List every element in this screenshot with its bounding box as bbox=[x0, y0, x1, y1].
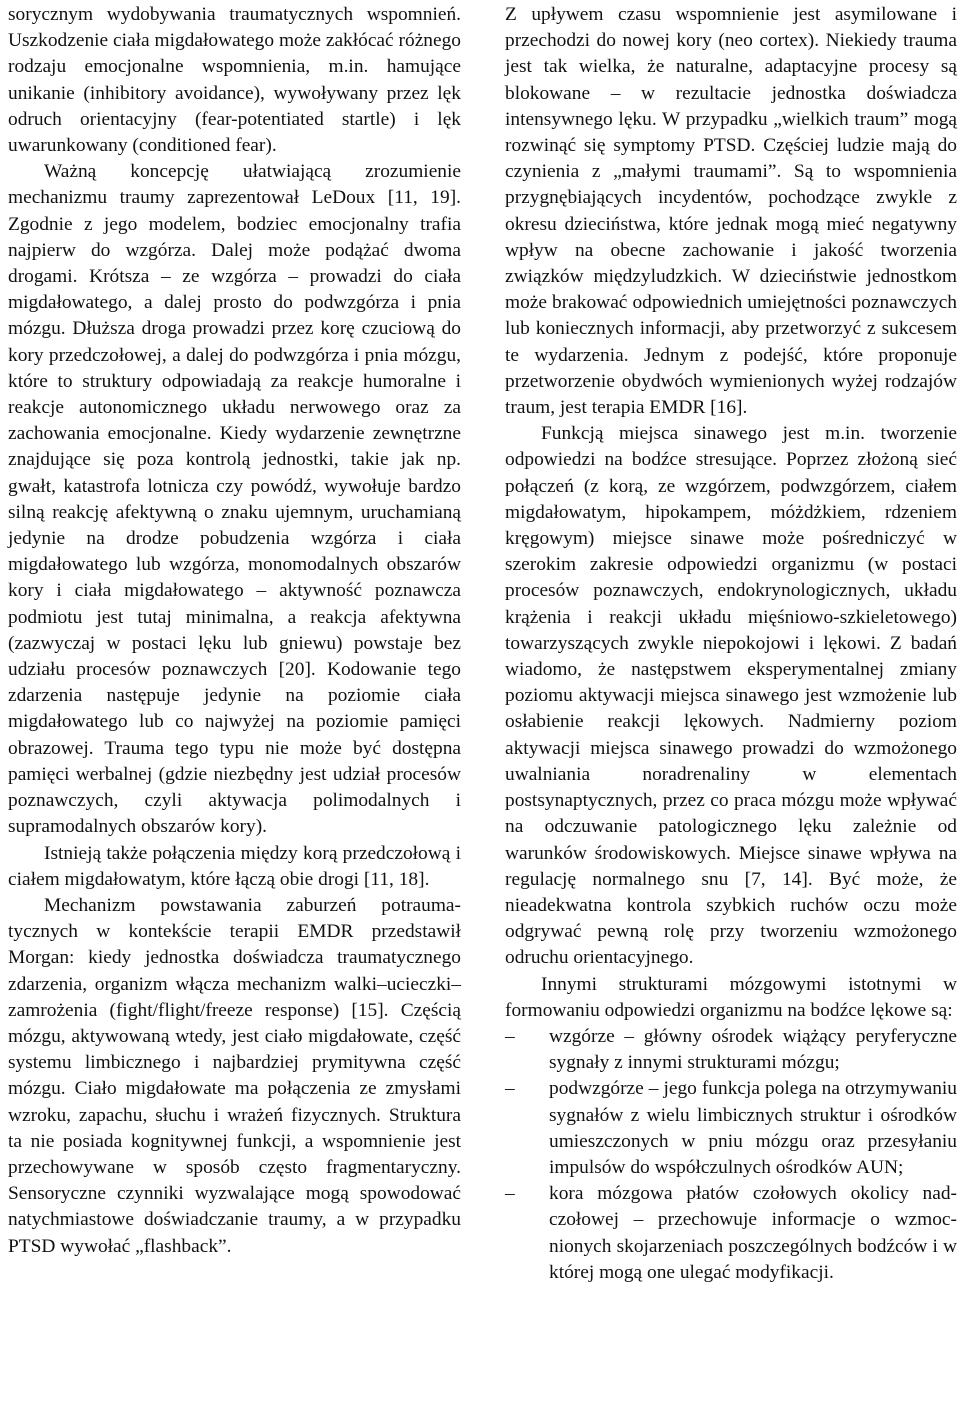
list-item-text: podwzgórze – jego funkcja polega na otrzymywaniu sygnałów z wielu limbicznych struktur i ośrodków umieszczonych w pniu mózgu oraz przesyłaniu impulsów do współczulnych ośrodków AUN; bbox=[549, 1078, 957, 1178]
paragraph: Istnieją także połączenia między korą przedczołową i ciałem migdałowatym, które łączą obie drogi [11, 18]. bbox=[8, 842, 461, 890]
paragraph: Mechanizm powstawania zaburzeń potraumatycznych w kontekście terapii EMDR przedstawił Morgan: kiedy jednostka doświadcza traumatycznego zdarzenia, organizm włącza mechanizm walki–ucieczki–zamrożenia (fight/flight/freeze response) [15]. Częścią mózgu, aktywowaną wtedy, jest ciało migdałowate, część systemu limbicznego i najbardziej prymitywna część mózgu. Ciało migdałowate ma połączenia ze zmysłami wzroku, zapachu, słuchu i wrażeń fizycznych. Struktura ta nie posiada kognitywnej funkcji, a wspomnienie jest przechowywane w sposób często fragmentaryczny. Sensoryczne czynniki wyzwalające mogą spowodować natychmiastowe doświadczanie traumy, a w przypadku PTSD wywołać „flashback”. bbox=[8, 894, 461, 1257]
list-item-text: kora mózgowa płatów czołowych okolicy nadczołowej – przechowuje informacje o wzmocnionych skojarzeniach poszczególnych bodźców i w której mogą one ulegać modyfikacji. bbox=[549, 1183, 957, 1283]
paragraph: Innymi strukturami mózgowymi istotnymi w formowaniu odpowiedzi organizmu na bodźce lękowe są: bbox=[505, 973, 957, 1021]
dash-bullet: – bbox=[505, 1183, 515, 1205]
paragraph: Funkcją miejsca sinawego jest m.in. tworzenie odpowiedzi na bodźce stresujące. Poprzez złożoną sieć połączeń (z korą, ze wzgórzem, podwzgórzem, ciałem migdałowatym, hipokampem, móżdżkiem, rdzeniem kręgowym) miejsce sinawe może pośredniczyć w szerokim zakresie odpowiedzi organizmu (w postaci procesów poznawczych, endokrynologicznych, układu krążenia i reakcji układu mięśniowo-szkieletowego) towarzyszących zwykle niepokojowi i lękowi. Z badań wiadomo, że następstwem eksperymentalnej zmiany poziomu aktywacji miejsca sinawego jest wzmożenie lub osłabienie reakcji lękowych. Nadmierny poziom aktywacji miejsca sinawego prowadzi do wzmożonego uwalniania noradrenaliny w elementach postsynaptycznych, przez co praca mózgu może wpływać na odczuwanie patologicznego lęku zależnie od warunków środowiskowych. Miejsce sinawe wpływa na regulację normalnego snu [7, 14]. Być może, że nieadekwatna kontrola szybkich ruchów oczu może odgrywać pewną rolę przy tworzeniu wzmożonego odruchu orientacyjnego. bbox=[505, 423, 957, 969]
paragraph: sorycznym wydobywania traumatycznych wspomnień. Uszkodzenie ciała migdałowatego może zakłócać różnego rodzaju emocjonalne wspomnienia, m.in. hamujące unikanie (inhibitory avoidance), wywoływany przez lęk odruch orientacyjny (fear-potentiated startle) i lęk uwarunkowany (conditioned fear). bbox=[8, 4, 461, 157]
list-item bbox=[505, 1076, 957, 1181]
list-item bbox=[505, 1024, 957, 1076]
dash-bullet: – bbox=[505, 1078, 515, 1100]
brain-structures-list bbox=[505, 1024, 957, 1286]
right-column bbox=[505, 2, 957, 1286]
dash-bullet: – bbox=[505, 1025, 515, 1047]
list-item bbox=[505, 1181, 957, 1286]
list-item-text: wzgórze – główny ośrodek wiążący peryferyczne sygnały z innymi strukturami mózgu; bbox=[549, 1025, 957, 1074]
paragraph: Ważną koncepcję ułatwiającą zrozumienie mechanizmu traumy zaprezentował LeDoux [11, 19]. Zgodnie z jego modelem, bodziec emocjonalny trafia najpierw do wzgórza. Dalej może podążać dwoma drogami. Krótsza – ze wzgórza – prowadzi do ciała migdałowatego, a dalej prosto do podwzgórza i pnia mózgu. Dłuższa droga prowadzi przez korę czuciową do kory przedczołowej, a dalej do podwzgórza i pnia mózgu, które to struktury odpowiadają za reakcje humoralne i reakcje autonomicznego układu nerwowego oraz za zachowania emocjonalne. Kiedy wydarzenie zewnętrzne znajdujące się poza kontrolą jednostki, takie jak np. gwałt, katastrofa lotnicza czy powódź, wywołuje bardzo silną reakcję afektywną o znaku ujemnym, uruchamianą jedynie na drodze pobudzenia wzgórza i ciała migdałowatego lub wzgórza, monomodalnych obszarów kory i ciała migdałowatego – aktywność poznawcza podmiotu jest tutaj minimalna, a reakcja afektywna (zazwyczaj w postaci lęku lub gniewu) powstaje bez udziału procesów poznawczych [20]. Kodowanie tego zdarzenia następuje jedynie na poziomie ciała migdałowatego lub co najwyżej na poziomie pamięci obrazowej. Trauma tego typu nie może być dostępna pamięci werbalnej (gdzie niezbędny jest udział procesów poznawczych, czyli aktywacja polimodalnych i supramodalnych obszarów kory). bbox=[8, 161, 461, 838]
left-column bbox=[8, 2, 461, 1260]
paragraph: Z upływem czasu wspomnienie jest asymilowane i przechodzi do nowej kory (neo cortex). Niekiedy trauma jest tak wielka, że naturalne, adaptacyjne procesy są blokowane – w rezultacie jednostka doświadcza intensywnego lęku. W przypadku „wielkich traum” mogą rozwinąć się symptomy PTSD. Częściej ludzie mają do czynienia z „małymi traumami”. Są to wspomnienia przygnębiających incydentów, pochodzące zwykle z okresu dzieciństwa, które jednak mogą mieć negatywny wpływ na obecne zachowanie i jakość tworzenia związków międzyludzkich. W dzieciństwie jednostkom może brakować odpowiednich umiejętności poznawczych lub koniecznych informacji, aby przetworzyć z sukcesem te wydarzenia. Jednym z podejść, które proponuje przetworzenie obydwóch wymienionych wyżej rodzajów traum, jest terapia EMDR [16]. bbox=[505, 4, 957, 419]
